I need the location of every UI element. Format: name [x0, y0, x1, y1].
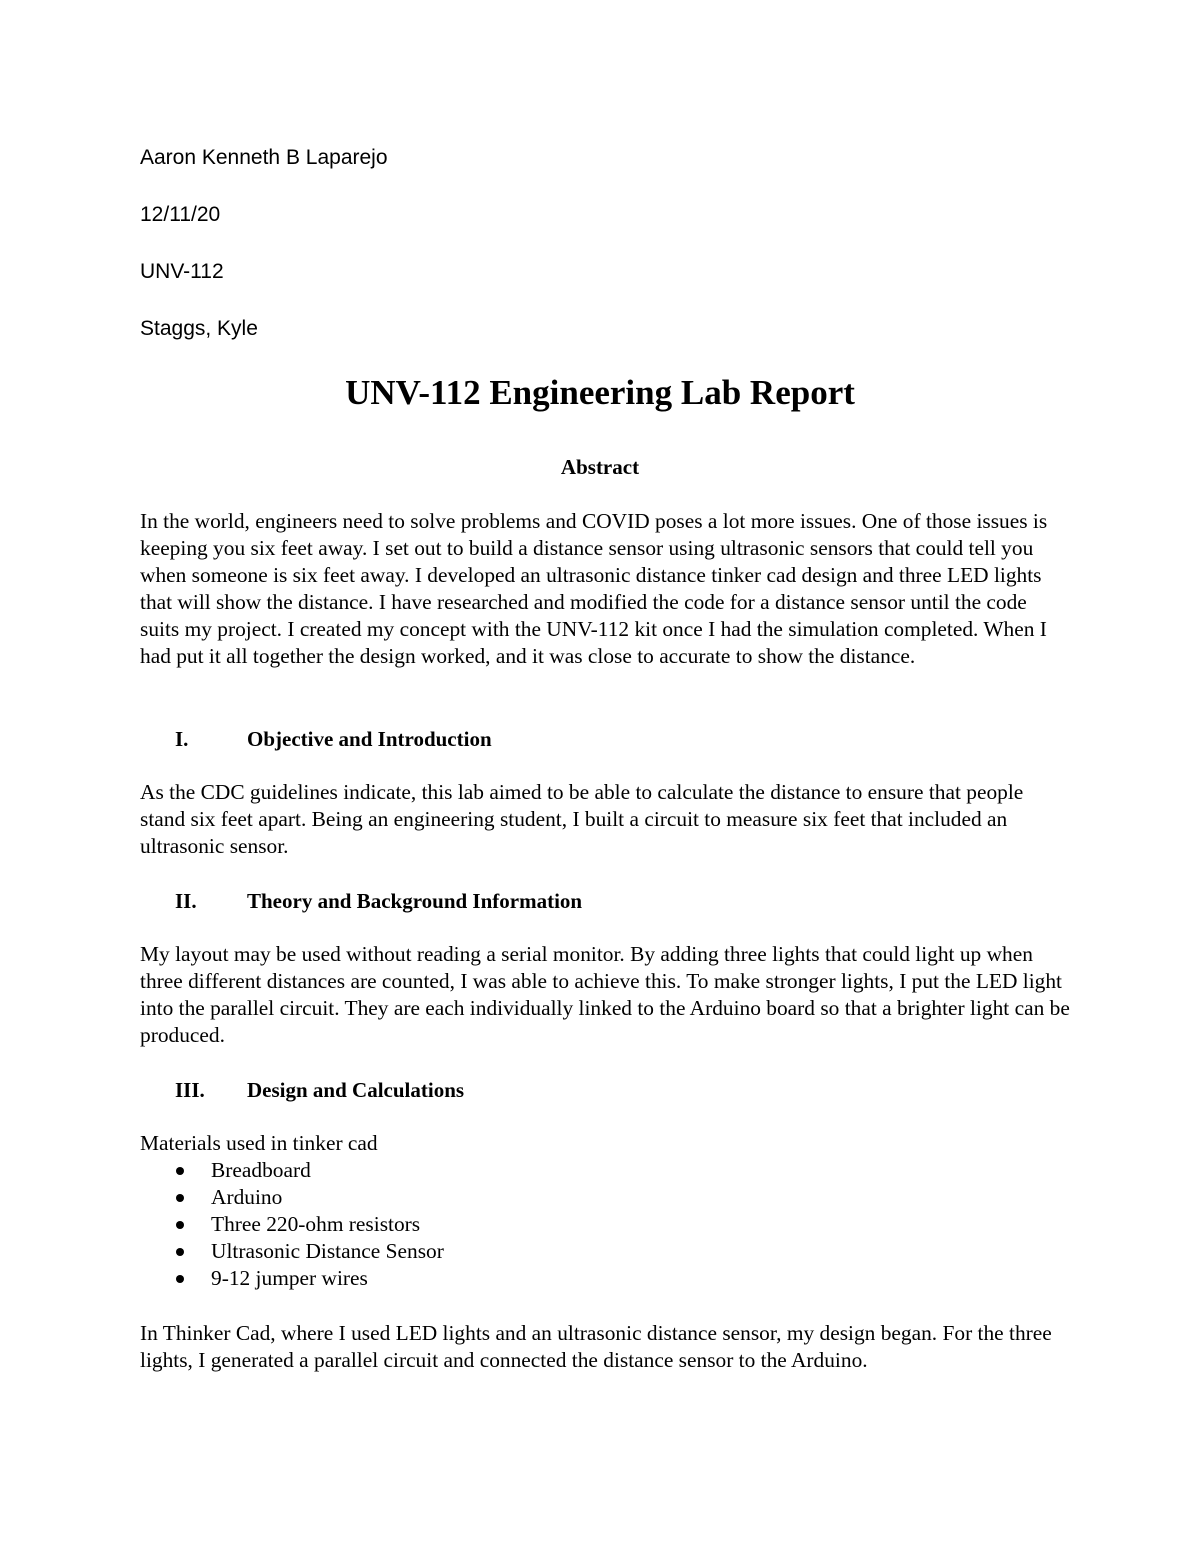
- author-name: Aaron Kenneth B Laparejo: [140, 146, 388, 169]
- list-item-text: Ultrasonic Distance Sensor: [211, 1239, 444, 1263]
- materials-list: [140, 1157, 444, 1292]
- bullet-icon: [176, 1248, 184, 1256]
- list-item-text: Three 220-ohm resistors: [211, 1212, 421, 1236]
- section-2-text: My layout may be used without reading a serial monitor. By adding three lights that could light up when three different distances are counted, I was able to achieve this. To make stronger lights, I put the LED light into the parallel circuit. They are each individually linked to the Arduino board so that a brighter light can be produced.: [140, 942, 1070, 1047]
- materials-label: Materials used in tinker cad: [140, 1131, 378, 1155]
- list-item: [140, 1211, 444, 1238]
- abstract-text: In the world, engineers need to solve problems and COVID poses a lot more issues. One of those issues is keeping you six feet away. I set out to build a distance sensor using ultrasonic sensors that could tell you when someone is six feet away. I developed an ultrasonic distance tinker cad design and three LED lights that will show the distance. I have researched and modified the code for a distance sensor until the code suits my project. I created my concept with the UNV-112 kit once I had the simulation completed. When I had put it all together the design worked, and it was close to accurate to show the distance.: [140, 509, 1048, 668]
- report-title: UNV-112 Engineering Lab Report: [345, 373, 855, 412]
- section-heading-3: [140, 1077, 464, 1103]
- bullet-icon: [176, 1221, 184, 1229]
- list-item: [140, 1238, 444, 1265]
- section-heading-2: [140, 888, 582, 914]
- section-title: Theory and Background Information: [247, 889, 583, 913]
- list-item: [140, 1265, 444, 1292]
- bullet-icon: [176, 1194, 184, 1202]
- abstract-heading: Abstract: [560, 455, 640, 479]
- report-date: 12/11/20: [140, 203, 221, 226]
- section-number: I.: [175, 727, 189, 751]
- section-heading-1: [140, 726, 492, 752]
- section-title: Objective and Introduction: [247, 727, 492, 751]
- list-item-text: Arduino: [211, 1185, 283, 1209]
- section-number: III.: [175, 1078, 205, 1102]
- list-item-text: 9-12 jumper wires: [211, 1266, 368, 1290]
- bullet-icon: [176, 1275, 184, 1283]
- bullet-icon: [176, 1167, 184, 1175]
- list-item: [140, 1157, 444, 1184]
- list-item-text: Breadboard: [211, 1158, 311, 1182]
- list-item: [140, 1184, 444, 1211]
- section-3-text: In Thinker Cad, where I used LED lights and an ultrasonic distance sensor, my design began. For the three lights, I generated a parallel circuit and connected the distance sensor to the Arduino.: [140, 1321, 1052, 1372]
- course-code: UNV-112: [140, 260, 224, 283]
- section-1-text: As the CDC guidelines indicate, this lab aimed to be able to calculate the distance to ensure that people stand six feet apart. Being an engineering student, I built a circuit to measure six feet that included an ultrasonic sensor.: [140, 780, 1024, 858]
- section-number: II.: [175, 889, 197, 913]
- section-title: Design and Calculations: [247, 1078, 465, 1102]
- instructor-name: Staggs, Kyle: [140, 317, 258, 340]
